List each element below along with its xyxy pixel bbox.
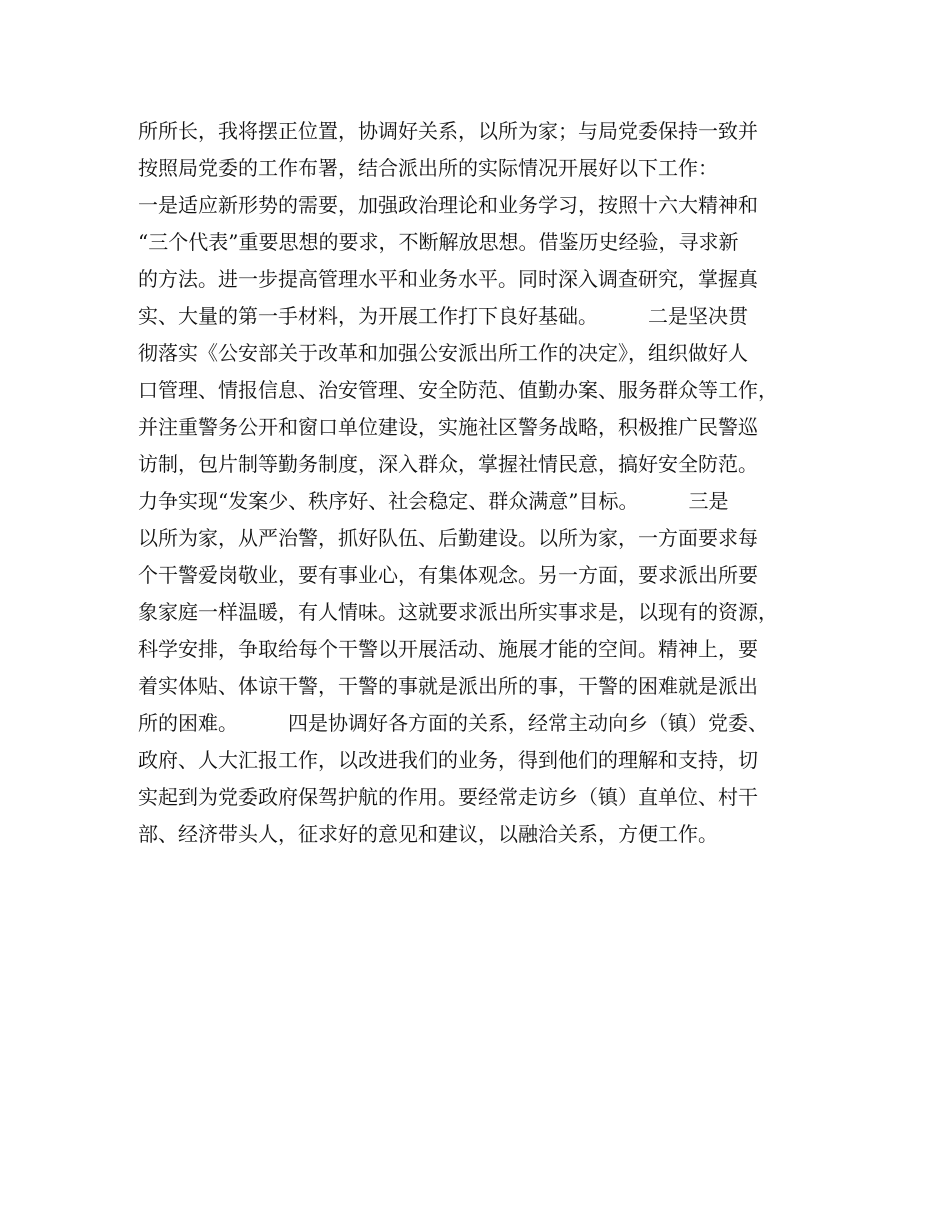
text-line: 彻落实《公安部关于改革和加强公安派出所工作的决定》，组织做好人 — [138, 341, 748, 365]
text-line: 一是适应新形势的需要，加强政治理论和业务学习，按照十六大精神和 — [138, 193, 758, 217]
text-line: 科学安排，争取给每个干警以开展活动、施展才能的空间。精神上，要 — [138, 637, 758, 661]
text-line: 的方法。进一步提高管理水平和业务水平。同时深入调查研究，掌握真 — [138, 267, 758, 291]
body-paragraph — [138, 113, 838, 853]
text-line: 力争实现“发案少、秩序好、社会稳定、群众满意”目标。 三是 — [138, 489, 729, 513]
text-line: 部、经济带头人，征求好的意见和建议，以融洽关系，方便工作。 — [138, 822, 718, 846]
text-line: 访制，包片制等勤务制度，深入群众，掌握社情民意，搞好安全防范。 — [138, 452, 758, 476]
text-line: 所所长，我将摆正位置，协调好关系，以所为家；与局党委保持一致并 — [138, 119, 758, 143]
text-line: 政府、人大汇报工作，以改进我们的业务，得到他们的理解和支持，切 — [138, 748, 758, 772]
text-line: 个干警爱岗敬业，要有事业心，有集体观念。另一方面，要求派出所要 — [138, 563, 758, 587]
text-line: 象家庭一样温暖，有人情味。这就要求派出所实事求是，以现有的资源， — [138, 600, 778, 624]
text-line: 口管理、情报信息、治安管理、安全防范、值勤办案、服务群众等工作， — [138, 378, 778, 402]
text-line: 实起到为党委政府保驾护航的作用。要经常走访乡（镇）直单位、村干 — [138, 785, 758, 809]
text-line: “三个代表”重要思想的要求，不断解放思想。借鉴历史经验，寻求新 — [138, 230, 739, 254]
text-line: 所的困难。 四是协调好各方面的关系，经常主动向乡（镇）党委、 — [138, 711, 768, 735]
text-line: 着实体贴、体谅干警，干警的事就是派出所的事，干警的困难就是派出 — [138, 674, 758, 698]
text-line: 按照局党委的工作布署，结合派出所的实际情况开展好以下工作： — [138, 156, 718, 180]
text-line: 并注重警务公开和窗口单位建设，实施社区警务战略，积极推广民警巡 — [138, 415, 758, 439]
text-line: 以所为家，从严治警，抓好队伍、后勤建设。以所为家，一方面要求每 — [138, 526, 758, 550]
text-line: 实、大量的第一手材料，为开展工作打下良好基础。 二是坚决贯 — [138, 304, 748, 328]
